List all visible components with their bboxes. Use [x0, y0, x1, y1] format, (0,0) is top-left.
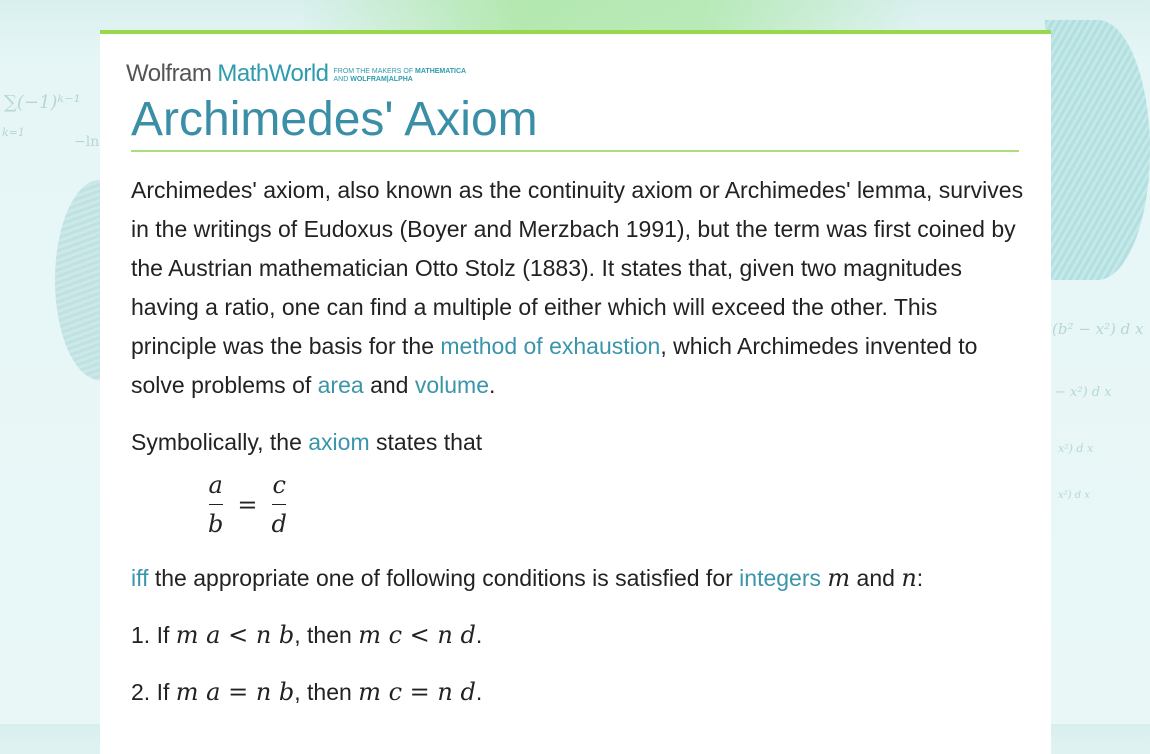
content-card	[100, 30, 1051, 754]
equals-sign: =	[237, 490, 258, 519]
fraction-bar	[272, 504, 286, 505]
text: states that	[369, 429, 483, 455]
text: .	[489, 372, 496, 398]
paragraph-symbolic	[131, 423, 1026, 462]
math-variable-m: m	[827, 564, 851, 592]
denominator: d	[271, 510, 287, 538]
denominator: b	[208, 510, 224, 538]
fraction-bar	[209, 504, 223, 505]
page-title: Archimedes' Axiom	[131, 93, 538, 146]
condition-item-1	[131, 616, 1026, 655]
background-formula-right-3: x²) d x	[1058, 442, 1094, 455]
link-area[interactable]: area	[317, 372, 364, 398]
math-expression: m a = n b	[175, 678, 295, 706]
logo-tagline-text: AND	[333, 76, 351, 83]
text: , which Archimedes invented to solve problems of	[131, 333, 978, 398]
fraction-a-over-b	[208, 472, 223, 537]
logo-tagline-mathematica: MATHEMATICA	[415, 68, 467, 75]
header-background-glow	[300, 0, 920, 32]
text: 1. If	[131, 622, 176, 648]
background-formula-right-2: − x²) d x	[1055, 385, 1112, 400]
text: the appropriate one of following conditions is satisfied for	[148, 565, 740, 591]
math-variable-n: n	[901, 564, 917, 592]
mathworld-logo[interactable]	[126, 60, 466, 88]
link-axiom[interactable]: axiom	[308, 429, 370, 455]
background-formula-right-1: (b² − x²) d x	[1052, 320, 1144, 338]
text: , then	[294, 622, 359, 648]
equation-ratio	[208, 472, 287, 537]
paragraph-intro	[131, 171, 1026, 405]
logo-tagline	[334, 68, 467, 84]
math-expression: m a < n b	[175, 621, 295, 649]
text: Archimedes' axiom, also known as the continuity axiom or Archimedes' lemma, survives in the writings of Eudoxus (Boyer and Merzbach 1991), but the term was first coined by the Austrian mathematician Otto Stolz (1883). It states that, given two magnitudes having a ratio, one can find a multiple of either which will exceed the other. This principle was the basis for the	[131, 177, 1024, 359]
text: and	[850, 565, 902, 591]
background-decorative-shape-right	[1045, 20, 1150, 280]
link-integers[interactable]: integers	[739, 565, 821, 591]
condition-item-2	[131, 673, 1026, 712]
link-iff[interactable]: iff	[131, 565, 149, 591]
background-formula-text: ∑(−1)ᵏ⁻¹	[4, 92, 81, 113]
text: .	[475, 679, 483, 705]
article-body	[131, 171, 1026, 712]
text: :	[916, 565, 924, 591]
background-formula-left-sub: k=1	[2, 126, 25, 139]
background-formula-left	[4, 92, 81, 113]
text: Symbolically, the	[131, 429, 309, 455]
fraction-c-over-d	[271, 472, 286, 537]
paragraph-conditions-intro	[131, 559, 1026, 598]
text: , then	[294, 679, 359, 705]
link-method-of-exhaustion[interactable]: method of exhaustion	[440, 333, 661, 359]
text: .	[475, 622, 483, 648]
math-expression: m c = n d	[358, 678, 476, 706]
text: and	[363, 372, 415, 398]
logo-mathworld-text: MathWorld	[217, 60, 329, 87]
logo-tagline-text: FROM THE MAKERS OF	[333, 68, 416, 75]
numerator: a	[208, 471, 223, 499]
math-expression: m c < n d	[358, 621, 476, 649]
background-formula-right-4: x²) d x	[1058, 490, 1090, 501]
logo-wolfram-text: Wolfram	[126, 60, 212, 87]
logo-tagline-wolframalpha: WOLFRAM|ALPHA	[350, 76, 413, 83]
title-divider	[131, 150, 1019, 152]
text: 2. If	[131, 679, 176, 705]
link-volume[interactable]: volume	[414, 372, 489, 398]
background-formula-left-fragment: −ln	[74, 134, 100, 150]
numerator: c	[272, 471, 286, 499]
